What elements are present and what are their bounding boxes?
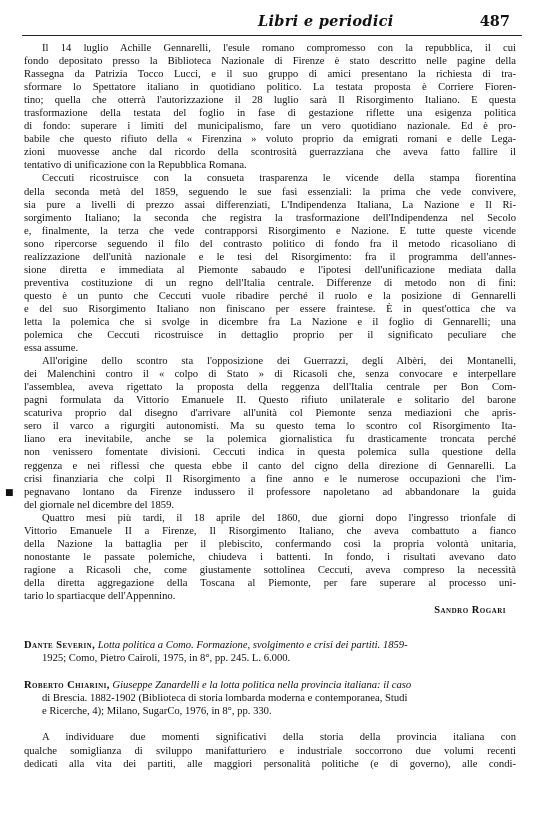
text-line: della seconda metà del 1859, seguendo le sue fasi essenziali: la prima che vede convivere, — [24, 186, 516, 198]
text-line: qualche somiglianza di sviluppo manifatturiero e industriale soccorrono due volumi recenti — [24, 745, 516, 757]
text-line: crisi finanziaria che colpì Il Risorgimento a fine anno e le numerose occupazioni che l'im- — [24, 473, 516, 485]
text-line: sero il varco a rigurgiti autonomisti. Ma su questo tema lo scontro col Risorgimento Ita- — [24, 421, 516, 433]
text-line: reggenza e nei riflessi che questa ebbe il canto del cigno della direzione di Gennarelli. La — [24, 460, 516, 472]
text-line: nonostante le passate polemiche, chiudeva i battenti. In fondo, i risultati avevano dato — [24, 551, 516, 563]
bibliography-title-line: Lotta politica a Como. Formazione, svolgimento e crisi dei partiti. 1859- — [95, 640, 408, 652]
text-line: essa assume. — [24, 343, 79, 355]
text-line: della Nazione la battaglia per il plebiscito, confermando così la propria volontà unitaria, — [24, 538, 516, 550]
review-signature: Sandro Rogari — [434, 605, 506, 617]
bibliography-entry — [24, 639, 516, 665]
bibliography-author: Dante Severin, — [24, 640, 96, 652]
text-line: Il 14 luglio Achille Gennarelli, l'esule romano compromesso con la repubblica, il cui — [42, 43, 516, 54]
text-line: sione diretta e immediata al Piemonte sabaudo e l'ipotesi dell'unificazione mediata dalla — [24, 264, 516, 276]
bibliography-author: Roberto Chiarini, — [24, 680, 110, 692]
text-line: Vittorio Emanuele II a Firenze, Il Risorgimento Italiano, che aveva combattuto a fianco — [24, 525, 516, 537]
text-line: e del suo Risorgimento Italiano non finiscano per essere fraintese. È in quest'ottica che va — [24, 303, 516, 315]
text-line: dedicati alla vita dei partiti, alle maggiori personalità politiche (e di governo), alle condi- — [24, 758, 516, 770]
text-line: zioni muovesse anche dal ricordo della scontrosità guerrazziana che aveva fatto fallire il — [24, 147, 516, 159]
text-line: di fondo: superare i limiti del municipalismo, fare un vero quotidiano nazionale. Ed è pro- — [24, 121, 516, 133]
paragraph — [24, 731, 516, 770]
margin-mark: ■ — [5, 488, 14, 498]
paragraph — [24, 172, 516, 355]
text-line: letta la polemica che si svolge in dicembre fra La Nazione e il foglio di Gennarelli; una — [24, 316, 516, 328]
paragraph — [24, 512, 516, 603]
text-line: All'origine dello scontro sta l'opposizione dei Guerrazzi, degli Albèri, dei Montanelli, — [42, 356, 516, 368]
text-line: Rassegna da Patrizia Tocco Lucci, e il suo gruppo di amici presentano la richiesta di tra- — [24, 69, 516, 81]
text-line: liano era inevitabile, anche se la polemica giornalistica fu drasticamente troncata perché — [24, 434, 516, 446]
text-line: questo è un punto che Ceccuti vuole ribadire perché il ruolo e la posizione di Gennarelli — [24, 290, 516, 302]
text-line: tario lo spartiacque dell'Appennino. — [24, 590, 176, 602]
bibliography-list — [24, 639, 516, 718]
bibliography-line: 1925; Como, Pietro Cairoli, 1975, in 8°, pp. 245. L. 6.000. — [42, 653, 291, 665]
text-line: ragione a Ricasoli che, come giustamente sottolinea Ceccuti, aveva compreso la necessità — [24, 564, 516, 576]
text-line: l'assemblea, aveva rigettato la proposta della reggenza dell'Italia centrale per Bon Com- — [24, 382, 516, 394]
bibliography-line: di Brescia. 1882-1902 (Biblioteca di storia lombarda moderna e contemporanea, Studi — [42, 693, 408, 705]
review-rogari — [24, 42, 516, 603]
text-line: pegnavano lontano da Firenze indussero il professore napoletano ad abbandonare la guida — [24, 486, 516, 498]
text-line: babile che questo rifiuto della « Firenzina » voluto proprio da emigrati romani e delle Lega- — [24, 134, 516, 146]
text-line: della diretta aggregazione della Toscana al Piemonte, per fare superare al processo uni- — [24, 577, 516, 589]
text-body — [24, 42, 516, 771]
text-line: scaturiva proprio dal disegno d'arrivare all'unità col Piemonte senza mediazioni che apris- — [24, 408, 516, 420]
text-line: pagni formulata da Vittorio Emanuele II. Questo rifiuto unilaterale e solitario del barone — [24, 395, 516, 407]
text-line: sformare lo Spettatore italiano in quotidiano politico. La testata proposta è Corriere Fioren- — [24, 82, 516, 94]
text-line: sia pure a livelli di prezzo assai differenziati, L'Indipendenza Italiana, La Nazione e Il Ri- — [24, 199, 516, 211]
text-line: Quattro mesi più tardi, il 18 aprile del 1860, due giorni dopo l'ingresso trionfale di — [42, 512, 516, 524]
text-line: preventiva costituzione di un regno dell'Italia centrale. Differenze di metodo non di fini: — [24, 277, 516, 289]
text-line: polemica che Ceccuti ricostruisce in dettaglio proprio per il significato peculiare che — [24, 330, 516, 342]
text-line: dei Malenchini contro il « colpo di Stato » di Ricasoli che, senza convocare e interpellare — [24, 369, 516, 381]
text-line: non venissero fomentate divisioni. Ceccuti indica in questa polemica sulla questione della — [24, 447, 516, 459]
header-rule — [22, 35, 522, 36]
text-line: sorgimento Italiano; la seconda che registra la trasformazione dell'Indipendenza nel Secolo — [24, 212, 516, 224]
running-title: Libri e periodici — [258, 13, 394, 30]
running-header — [0, 13, 550, 35]
review-chiarini-severin — [24, 731, 516, 770]
text-line: Ceccuti ricostruisce con la consueta trasparenza le vicende della stampa fiorentina — [42, 173, 516, 185]
text-line: trasformazione della testata del foglio in fase di gestazione riflette una esigenza politica — [24, 108, 516, 120]
text-line: tino; quella che otterrà l'autorizzazione il 28 luglio sarà Il Risorgimento Italiano. E questa — [24, 95, 516, 107]
text-line: A individuare due momenti significativi della storia della provincia italiana con — [42, 732, 516, 744]
bibliography-line: e Ricerche, 4); Milano, SugarCo, 1976, in 8°, pp. 330. — [42, 706, 272, 718]
page-number: 487 — [479, 13, 510, 30]
text-line: fondo depositato presso la Biblioteca Nazionale di Firenze è stato descritto nelle pagine della — [24, 56, 516, 68]
paragraph — [24, 355, 516, 512]
text-line: sono ripercorse seguendo il filo del contrasto politico di fondo fra il metodo ricasoliano di — [24, 238, 516, 250]
text-line: e, finalmente, la terza che vede contrapporsi Risorgimento e Nazione. E tutte queste vicende — [24, 225, 516, 237]
paragraph — [24, 42, 516, 172]
text-line: del giornale nel dicembre del 1859. — [24, 499, 175, 511]
bibliography-entry — [24, 679, 516, 718]
bibliography-title-line: Giuseppe Zanardelli e la lotta politica nella provincia italiana: il caso — [109, 680, 412, 692]
text-line: tentativo di unificazione con la Repubblica Romana. — [24, 160, 247, 172]
text-line: realizzazione dell'unità nazionale e le tesi del Risorgimento: fra il programma dell'annes- — [24, 251, 516, 263]
